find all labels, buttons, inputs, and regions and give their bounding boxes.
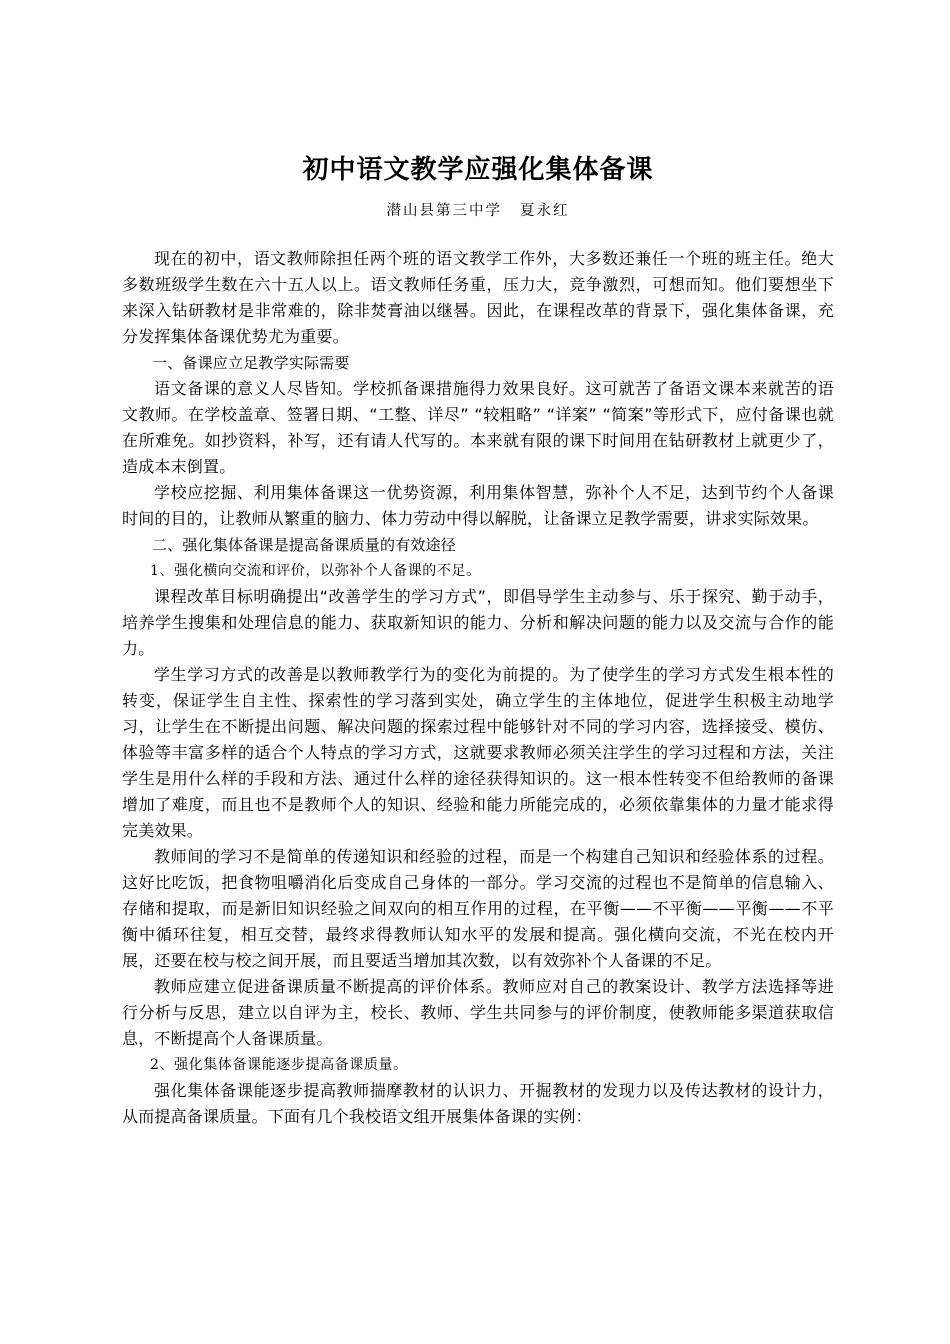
- author-school: 潜山县第三中学: [386, 203, 502, 219]
- paragraph: 课程改革目标明确提出“改善学生的学习方式”，即倡导学生主动参与、乐于探究、勤于动手，培养学生搜集和处理信息的能力、获取新知识的能力、分析和解决问题的能力以及交流与合作的能力。: [122, 587, 834, 658]
- paragraph: 语文备课的意义人尽皆知。学校抓备课措施得力效果良好。这可就苦了备语文课本来就苦的语文教师。在学校盖章、签署日期、“工整、详尽” “较粗略” “详案” “简案”等形式下，应付备课也就在所难免。如抄资料，补写，还有请人代写的。本来就有限的课下时间用在钻研教材上就更少了，造成本末倒置。: [122, 379, 834, 476]
- author-name: 夏永红: [520, 203, 570, 219]
- paragraph: 学生学习方式的改善是以教师教学行为的变化为前提的。为了使学生的学习方式发生根本性的转变，保证学生自主性、探索性的学习落到实处，确立学生的主体地位，促进学生积极主动地学习，让学生在不断提出问题、解决问题的探索过程中能够针对不同的学习内容，选择接受、模仿、体验等丰富多样的适合个人特点的学习方式，这就要求教师必须关注学生的学习过程和方法，关注学生是用什么样的手段和方法、通过什么样的途径获得知识的。这一根本性转变不但给教师的备课增加了难度，而且也不是教师个人的知识、经验和能力所能完成的，必须依靠集体的力量才能求得完美效果。: [122, 665, 834, 840]
- paragraph: 教师应建立促进备课质量不断提高的评价体系。教师应对自己的教案设计、教学方法选择等进行分析与反思，建立以自评为主，校长、教师、学生共同参与的评价制度，使教师能多渠道获取信息，不断提高个人备课质量。: [122, 977, 834, 1048]
- author-line: [122, 200, 834, 222]
- paragraph: 强化集体备课能逐步提高教师揣摩教材的认识力、开掘教材的发现力以及传达教材的设计力，从而提高备课质量。下面有几个我校语文组开展集体备课的实例：: [122, 1081, 834, 1126]
- section-heading: 一、备课应立足教学实际需要: [152, 354, 350, 372]
- document-body: [122, 246, 834, 1130]
- section-heading: 二、强化集体备课是提高备课质量的有效途径: [152, 536, 457, 554]
- document-page: [122, 150, 834, 1130]
- subsection-heading: 1、强化横向交流和评价，以弥补个人备课的不足。: [150, 563, 481, 579]
- subsection-heading: 2、强化集体备课能逐步提高备课质量。: [150, 1057, 408, 1073]
- paragraph: 教师间的学习不是简单的传递知识和经验的过程，而是一个构建自己知识和经验体系的过程。这好比吃饭，把食物咀嚼消化后变成自己身体的一部分。学习交流的过程也不是简单的信息输入、存储和提取，而是新旧知识经验之间双向的相互作用的过程，在平衡——不平衡——平衡——不平衡中循环往复，相互交替，最终求得教师认知水平的发展和提高。强化横向交流，不光在校内开展，还要在校与校之间开展，而且要适当增加其次数，以有效弥补个人备课的不足。: [122, 847, 834, 970]
- paragraph: 学校应挖掘、利用集体备课这一优势资源，利用集体智慧，弥补个人不足，达到节约个人备课时间的目的，让教师从繁重的脑力、体力劳动中得以解脱，让备课立足教学需要，讲求实际效果。: [122, 483, 834, 528]
- document-title: 初中语文教学应强化集体备课: [302, 155, 654, 185]
- paragraph: 现在的初中，语文教师除担任两个班的语文教学工作外，大多数还兼任一个班的班主任。绝大多数班级学生数在六十五人以上。语文教师任务重，压力大，竞争激烈，可想而知。他们要想坐下来深入钻研教材是非常难的，除非焚膏油以继晷。因此，在课程改革的背景下，强化集体备课，充分发挥集体备课优势尤为重要。: [122, 249, 834, 346]
